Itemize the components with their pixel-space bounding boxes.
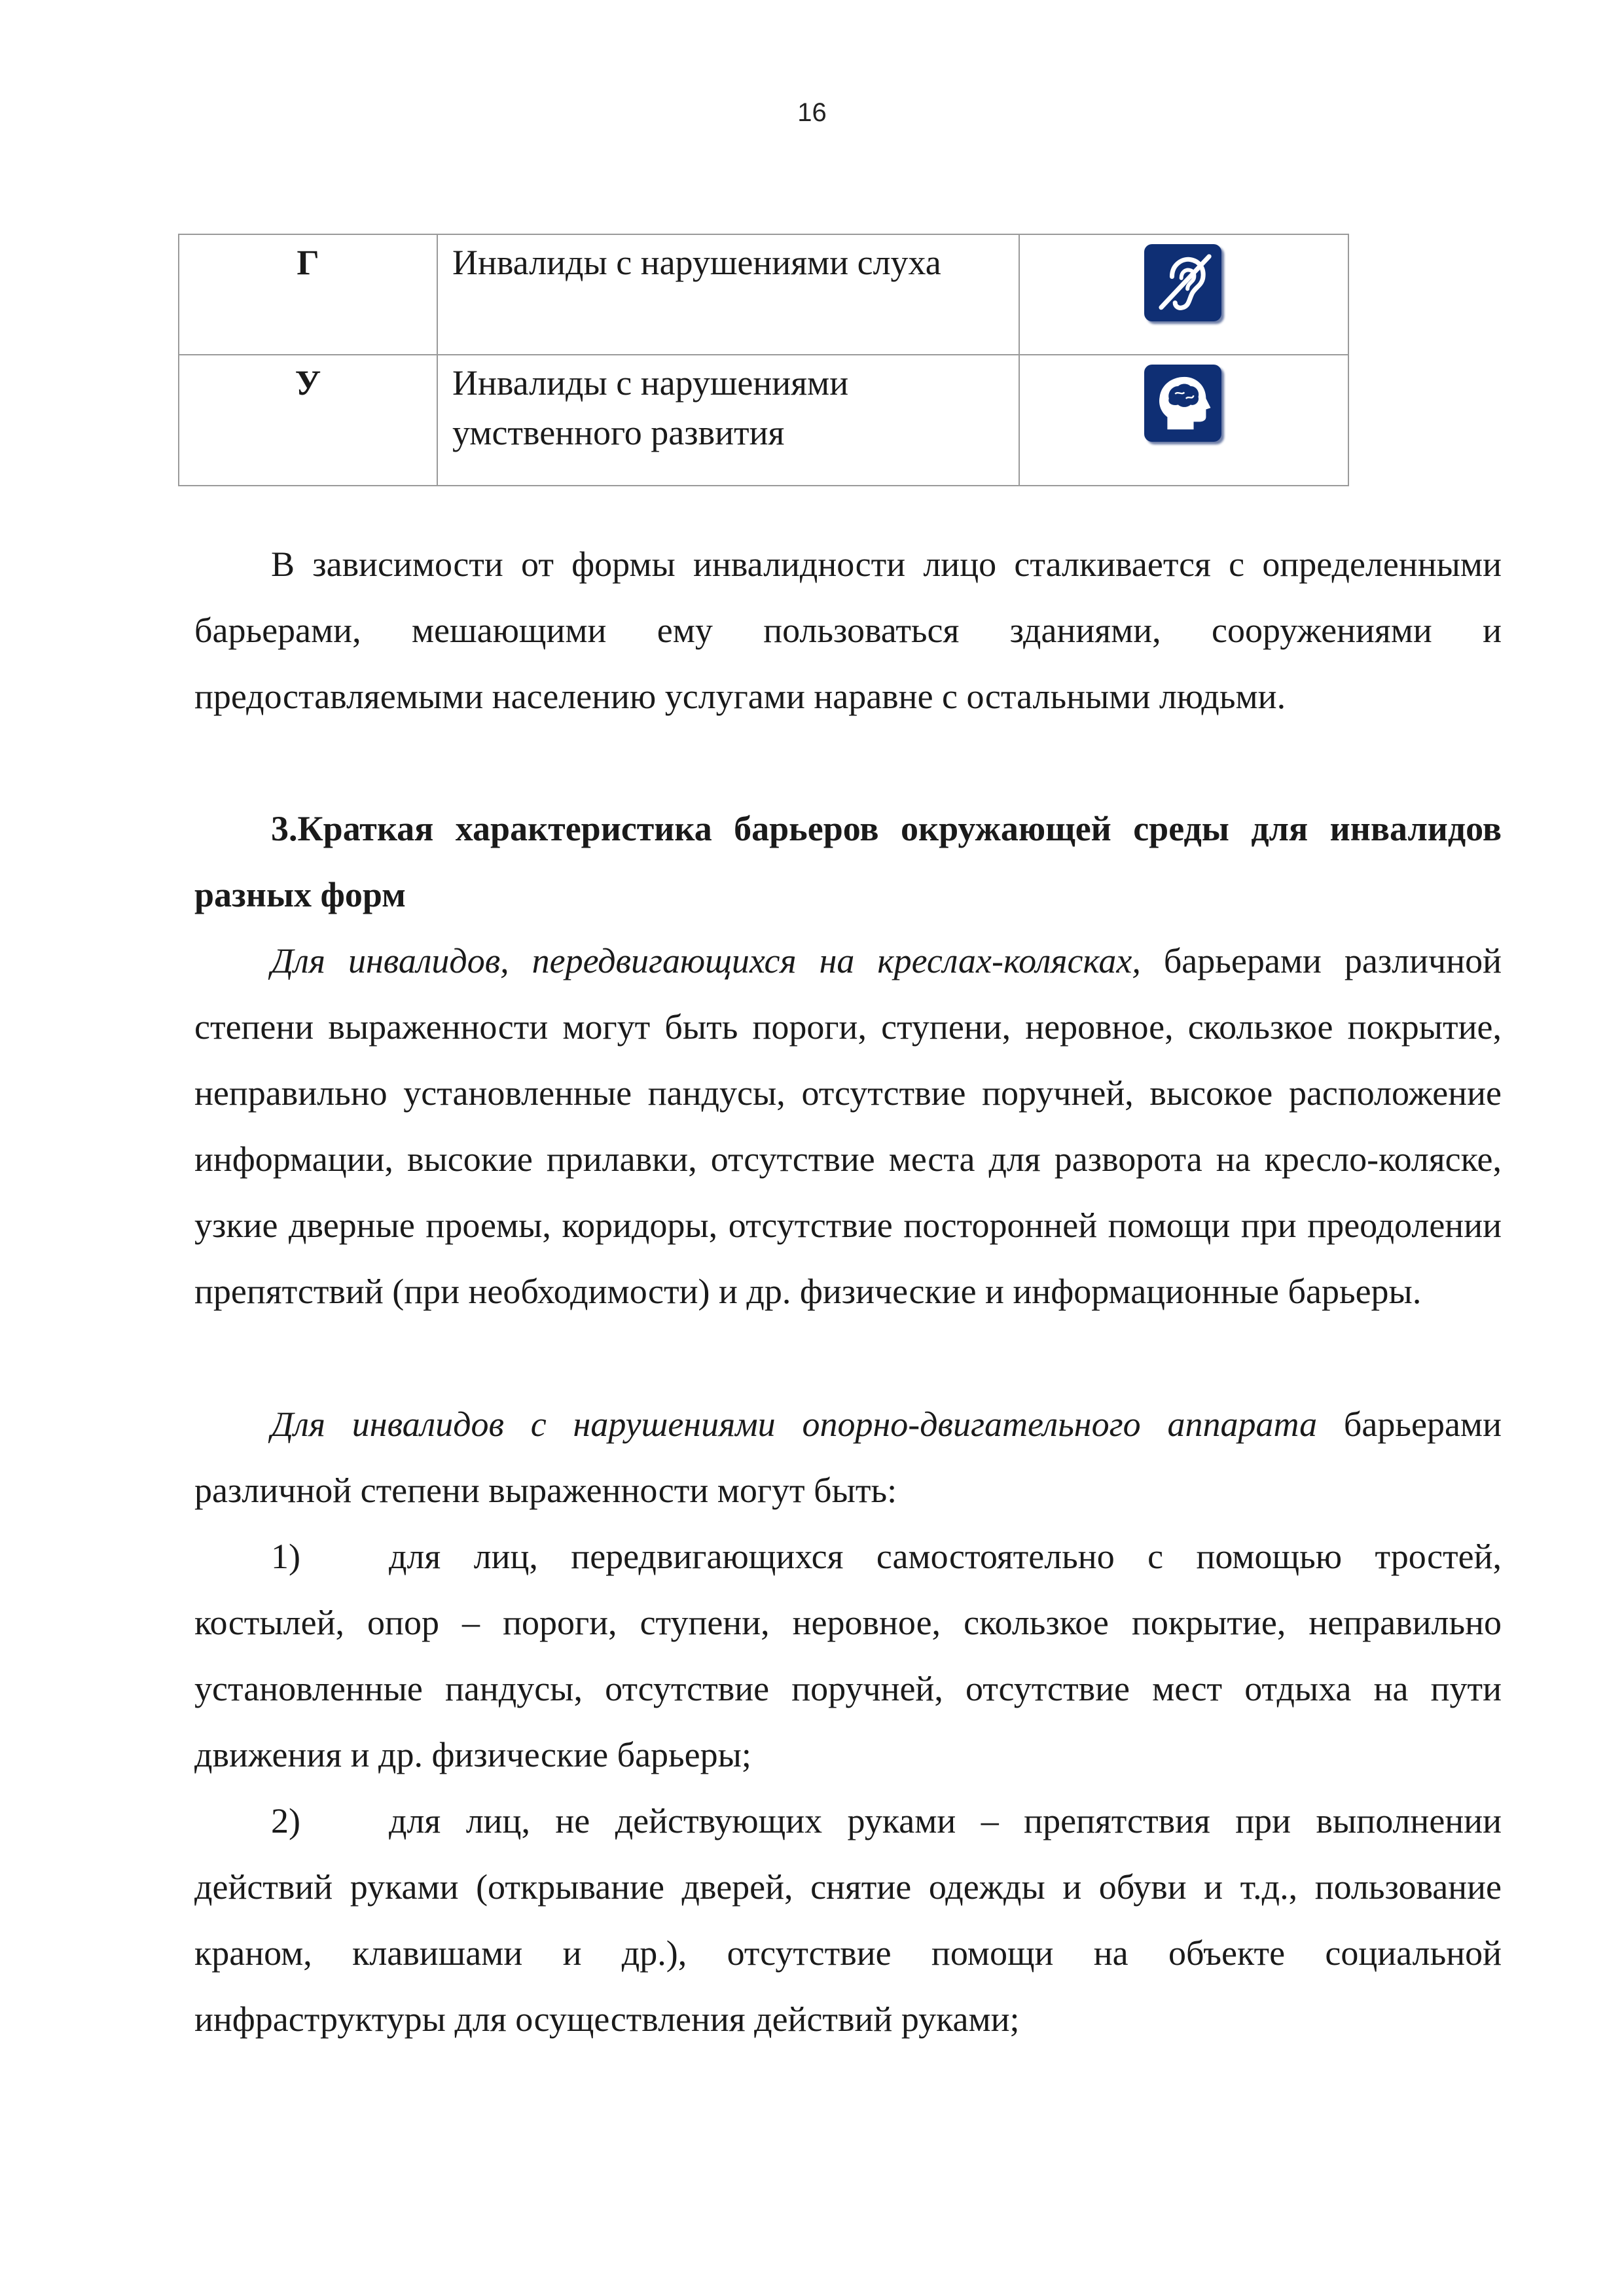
category-code-cell <box>179 355 437 486</box>
category-icon-cell <box>1019 234 1348 355</box>
list-item-number: 2) <box>271 1801 300 1840</box>
paragraph-musculoskeletal-emphasis: Для инвалидов с нарушениями опорно-двигательного аппарата <box>271 1405 1318 1444</box>
category-description-cell <box>437 234 1019 355</box>
list-item-number: 1) <box>271 1537 300 1576</box>
category-code: Г <box>297 243 319 282</box>
category-description-cell <box>437 355 1019 486</box>
paragraph-barriers-intro: В зависимости от формы инвалидности лицо сталкивается с определенными барьерами, мешающими ему пользоваться зданиями, сооружениями и предоставляемыми населению услугами наравне с остальными людьми. <box>194 545 1502 716</box>
hearing-impairment-icon <box>1144 244 1221 321</box>
category-description: Инвалиды с нарушениями слуха <box>452 243 941 282</box>
paragraph-wheelchair-text: барьерами различной степени выраженности могут быть пороги, ступени, неровное, скользкое покрытие, неправильно установленные пандусы, отсутствие поручней, высокое расположение информации, высокие прилавки, отсутствие места для разворота на кресло-коляске, узкие дверные проемы, коридоры, отсутствие посторонней помощи при преодолении препятствий (при необходимости) и др. физические и информационные барьеры. <box>194 941 1502 1311</box>
list-item <box>194 1788 1502 2053</box>
paragraph-wheelchair-emphasis: Для инвалидов, передвигающихся на креслах-колясках, <box>271 941 1141 980</box>
paragraph-musculoskeletal-text: барьерами различной степени выраженности могут быть: <box>194 1405 1502 1510</box>
page-number: 16 <box>797 98 827 127</box>
paragraph-musculoskeletal <box>194 1391 1502 1524</box>
category-icon-cell <box>1019 355 1348 486</box>
disability-category-table <box>178 234 1349 486</box>
category-code-cell <box>179 234 437 355</box>
section-heading: 3.Краткая характеристика барьеров окружающей среды для инвалидов разных форм <box>194 809 1502 914</box>
paragraph-wheelchair <box>194 928 1502 1325</box>
table-row <box>179 234 1348 355</box>
list-item-text: для лиц, передвигающихся самостоятельно с помощью тростей, костылей, опор – пороги, ступени, неровное, скользкое покрытие, неправильно установленные пандусы, отсутствие поручней, отсутствие мест отдыха на пути движения и др. физические барьеры; <box>194 1537 1502 1774</box>
mental-impairment-icon <box>1144 365 1221 442</box>
category-description: Инвалиды с нарушениями умственного развития <box>452 363 849 452</box>
list-item-text: для лиц, не действующих руками – препятствия при выполнении действий руками (открывание дверей, снятие одежды и обуви и т.д., пользование краном, клавишами и др.), отсутствие помощи на объекте социальной инфраструктуры для осуществления действий руками; <box>194 1801 1502 2039</box>
list-item <box>194 1524 1502 1788</box>
category-code: У <box>295 363 321 403</box>
table-row <box>179 355 1348 486</box>
